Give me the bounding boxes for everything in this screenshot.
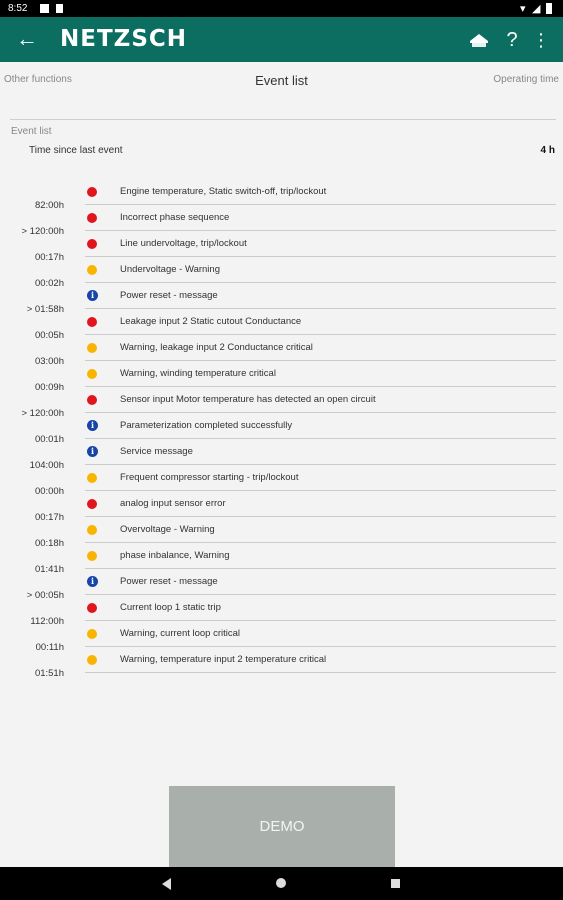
time-since-value: 4 h [540, 145, 555, 156]
nav-back-icon[interactable] [162, 878, 171, 890]
event-row[interactable] [85, 257, 556, 283]
event-duration: > 01:58h [26, 304, 64, 315]
event-text: Warning, leakage input 2 Conductance critical [120, 342, 313, 353]
nav-recent-icon[interactable] [391, 879, 400, 888]
event-duration: > 120:00h [21, 408, 64, 419]
event-text: Warning, winding temperature critical [120, 368, 276, 379]
event-text: Warning, temperature input 2 temperature critical [120, 654, 327, 665]
event-duration: 03:00h [34, 356, 64, 367]
event-duration: > 00:05h [26, 590, 64, 601]
time-since-label: Time since last event [29, 145, 123, 156]
event-row[interactable] [85, 205, 556, 231]
event-row[interactable] [85, 361, 556, 387]
event-text: Power reset - message [120, 290, 218, 301]
info-icon: i [87, 576, 98, 587]
event-row[interactable] [85, 179, 556, 205]
event-row[interactable] [85, 569, 556, 595]
event-row[interactable] [85, 387, 556, 413]
event-duration: 00:18h [34, 538, 64, 549]
status-dot-yellow-icon [87, 629, 97, 639]
event-row[interactable] [85, 465, 556, 491]
event-text: Parameterization completed successfully [120, 420, 293, 431]
event-row[interactable] [85, 621, 556, 647]
event-duration: 00:00h [34, 486, 64, 497]
event-row[interactable] [85, 517, 556, 543]
event-row[interactable] [85, 335, 556, 361]
more-vert-icon[interactable]: ⋮ [532, 30, 550, 50]
event-text: phase inbalance, Warning [120, 550, 230, 561]
app-bar [0, 17, 563, 62]
info-icon: i [87, 290, 98, 301]
event-text: Leakage input 2 Static cutout Conductance [120, 316, 302, 327]
event-text: Overvoltage - Warning [120, 524, 215, 535]
event-row[interactable] [85, 647, 556, 673]
tab-other-functions[interactable]: Other functions [4, 74, 72, 85]
event-duration: 00:01h [34, 434, 64, 445]
netzsch-logo: NETZSCH [60, 26, 188, 52]
event-text: Frequent compressor starting - trip/lockout [120, 472, 299, 483]
event-row[interactable] [85, 231, 556, 257]
status-dot-red-icon [87, 187, 97, 197]
status-time: 8:52 [8, 3, 28, 14]
status-dot-red-icon [87, 239, 97, 249]
status-dot-yellow-icon [87, 369, 97, 379]
event-duration: 104:00h [29, 460, 64, 471]
event-row[interactable] [85, 283, 556, 309]
sim-icon [56, 4, 63, 13]
home-icon[interactable] [466, 27, 492, 53]
event-row[interactable] [85, 439, 556, 465]
event-duration: 112:00h [30, 616, 64, 627]
status-dot-yellow-icon [87, 655, 97, 665]
event-text: Undervoltage - Warning [120, 264, 220, 275]
wifi-icon: ▾ [520, 3, 526, 15]
event-duration: 00:02h [34, 278, 64, 289]
battery-icon [546, 3, 552, 14]
event-row[interactable] [85, 309, 556, 335]
event-text: Line undervoltage, trip/lockout [120, 238, 247, 249]
info-icon: i [87, 420, 98, 431]
event-duration: > 120:00h [21, 226, 64, 237]
status-dot-yellow-icon [87, 265, 97, 275]
status-dot-yellow-icon [87, 473, 97, 483]
event-duration: 00:17h [34, 252, 64, 263]
back-arrow-icon[interactable]: ← [16, 26, 38, 51]
event-duration: 01:51h [34, 668, 64, 679]
event-duration: 00:09h [34, 382, 64, 393]
tab-bar [0, 62, 563, 94]
event-text: Current loop 1 static trip [120, 602, 221, 613]
event-row[interactable] [85, 543, 556, 569]
status-dot-red-icon [87, 499, 97, 509]
event-text: Sensor input Motor temperature has detected an open circuit [120, 394, 376, 405]
status-dot-red-icon [87, 603, 97, 613]
event-row[interactable] [85, 413, 556, 439]
signal-icon: ◢ [532, 3, 541, 15]
event-duration: 01:41h [34, 564, 64, 575]
event-duration: 82:00h [34, 200, 64, 211]
event-text: Incorrect phase sequence [120, 212, 230, 223]
event-text: Warning, current loop critical [120, 628, 241, 639]
status-dot-yellow-icon [87, 551, 97, 561]
event-duration: 00:11h [35, 642, 64, 653]
status-dot-yellow-icon [87, 343, 97, 353]
notification-icon [40, 4, 49, 13]
event-duration: 00:05h [34, 330, 64, 341]
event-row[interactable] [85, 595, 556, 621]
status-dot-red-icon [87, 317, 97, 327]
nav-home-icon[interactable] [276, 878, 286, 888]
system-nav-bar [0, 867, 563, 900]
event-text: analog input sensor error [120, 498, 226, 509]
event-row[interactable] [85, 491, 556, 517]
tab-event-list[interactable]: Event list [255, 73, 308, 88]
event-text: Service message [120, 446, 193, 457]
status-bar [0, 0, 563, 17]
status-dot-red-icon [87, 395, 97, 405]
demo-button[interactable]: DEMO [169, 786, 395, 867]
status-dot-red-icon [87, 213, 97, 223]
event-text: Engine temperature, Static switch-off, trip/lockout [120, 186, 327, 197]
help-button[interactable]: ? [506, 29, 518, 51]
header-divider [10, 119, 556, 120]
section-label: Event list [11, 126, 52, 137]
event-text: Power reset - message [120, 576, 218, 587]
tab-operating-time[interactable]: Operating time [493, 74, 559, 85]
event-duration: 00:17h [34, 512, 64, 523]
status-dot-yellow-icon [87, 525, 97, 535]
info-icon: i [87, 446, 98, 457]
